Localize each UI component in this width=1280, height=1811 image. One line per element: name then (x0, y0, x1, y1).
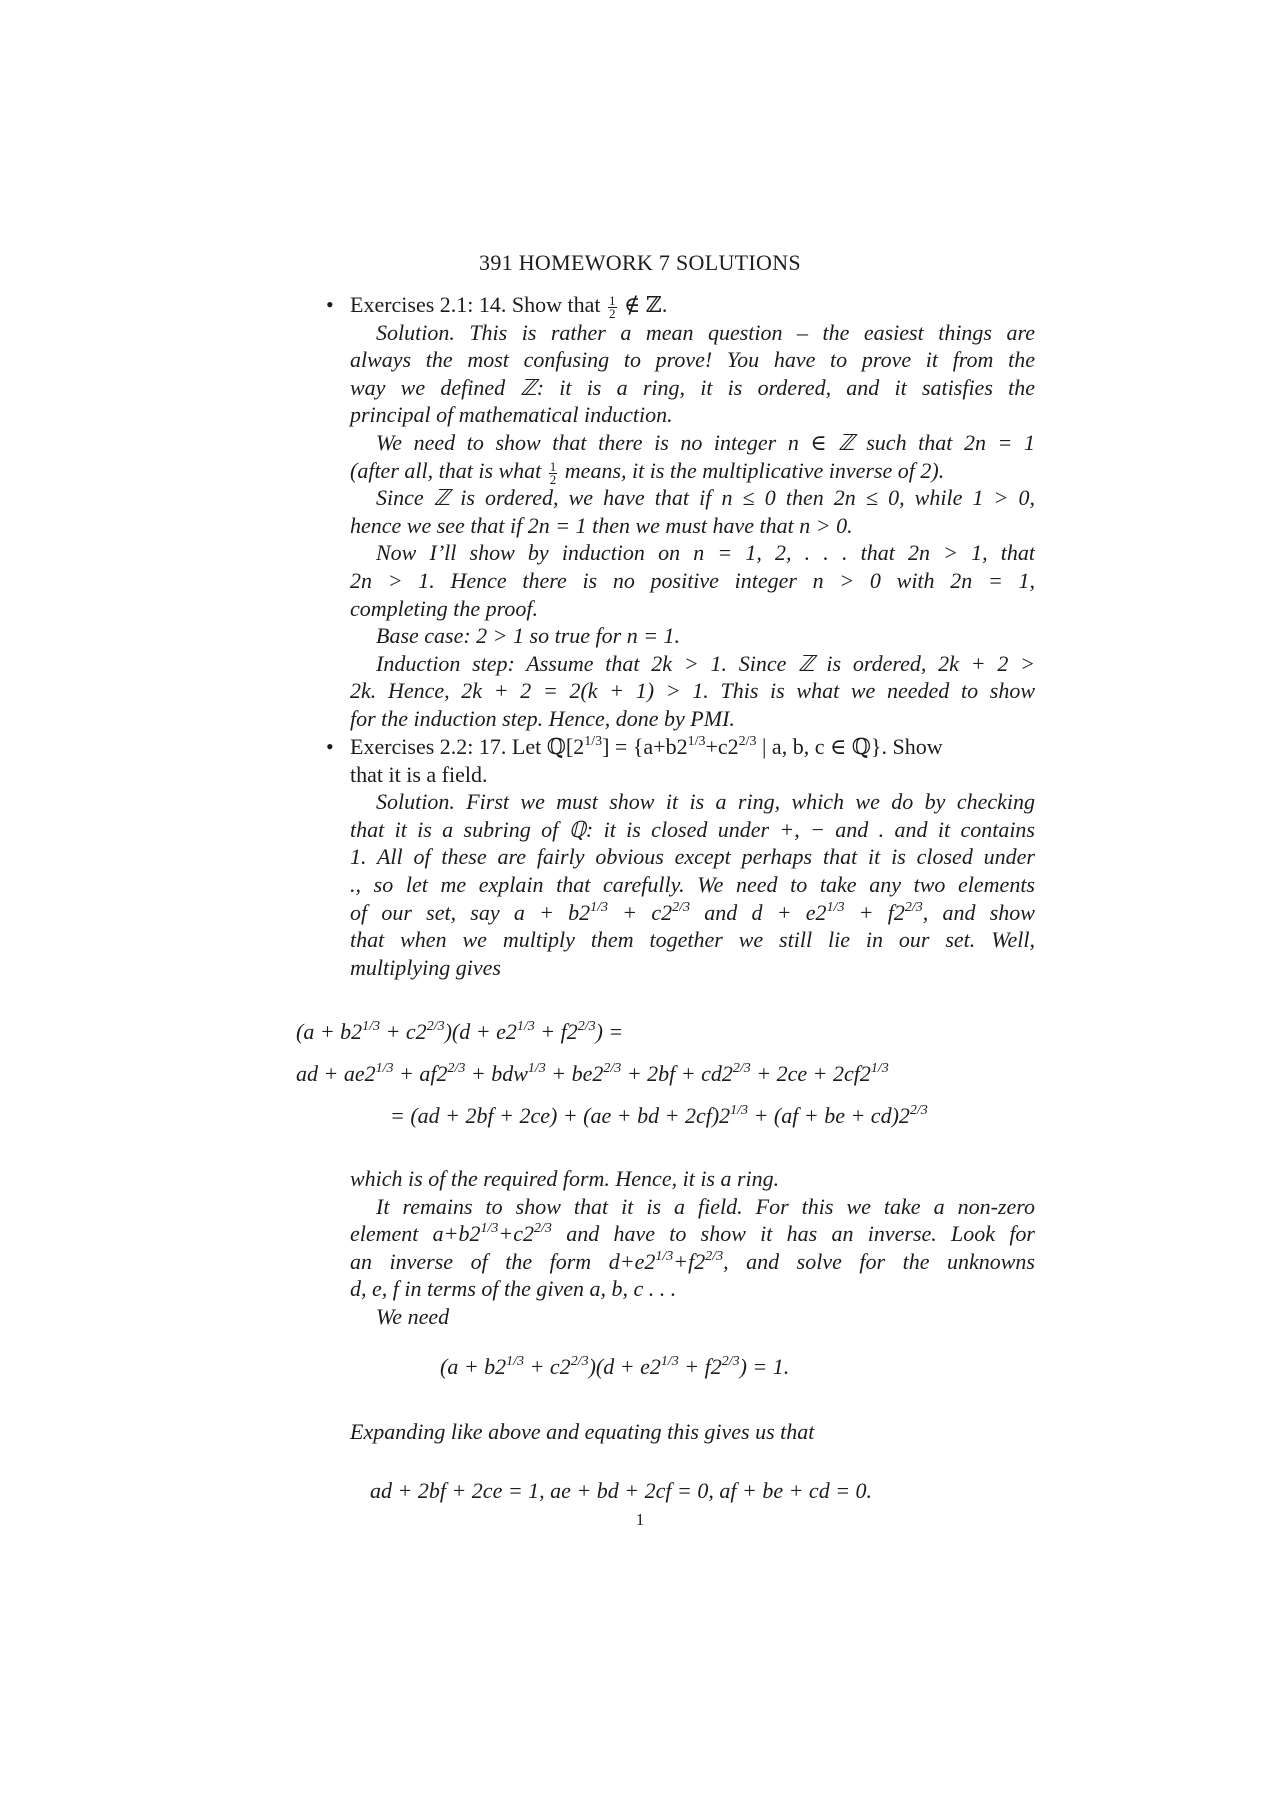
solution-line: of our set, say $a + b2^{1/3} + c2^{2/3}$ and $d + e2^{1/3} + f2^{2/3}$, and show (350, 899, 1035, 925)
solution-line: multiplying gives (350, 954, 501, 980)
solution-line: Expanding like above and equating this gives us that (350, 1419, 815, 1444)
bullet-icon: • (326, 734, 334, 759)
exercise-heading: • Exercises 2.2: 17. Let $ℚ[2^{1/3}] = \{a+b2^{1/3}+c2^{2/3}$ | a, b, c ∈ ℚ}. Show (326, 734, 943, 759)
solution-line: an inverse of the form $d+e2^{1/3}+f2^{2/3}$, and solve for the unknowns (350, 1248, 1035, 1274)
equation-system: ad + 2bf + 2ce = 1, ae + bd + 2cf = 0, af + be + cd = 0. (370, 1478, 873, 1503)
solution-line: d, e, f in terms of the given a, b, c . . . (350, 1276, 677, 1302)
solution-line: 2n > 1. Hence there is no positive integer n > 0 with 2n = 1, (350, 567, 1035, 593)
solution-line: way we defined ℤ: it is a ring, it is ordered, and it satisfies the (350, 374, 1035, 400)
solution-continued (350, 1165, 1035, 1331)
exercise-heading-cont: that it is a field. (350, 761, 488, 787)
page-title: 391 HOMEWORK 7 SOLUTIONS (479, 250, 801, 275)
equation-line: ad + $ae2^{1/3} + af2^{2/3} + bdw^{1/3} + be2^{2/3} + 2bf + cd2^{2/3} + 2ce + 2cf2^{1/3}$ (296, 1061, 889, 1086)
solution-continued-2 (350, 1418, 1035, 1446)
solution-line: that it is a subring of ℚ: it is closed under +, − and . and it contains (350, 816, 1035, 842)
exercise-heading: • Exercises 2.1: 14. Show that $\frac{1}{2}$ ∉ ℤ. (326, 292, 668, 321)
solution-line: Now I’ll show by induction on n = 1, 2, . . . that 2n > 1, that (376, 540, 1035, 566)
solution-line: We need to show that there is no integer n ∈ ℤ such that 2n = 1 (376, 429, 1035, 455)
solution-line: 2k. Hence, 2k + 2 = 2(k + 1) > 1. This is what we needed to show (350, 678, 1035, 704)
solution-line: Solution. First we must show it is a ring, which we do by checking (376, 789, 1035, 815)
fraction-one-half: $\frac{1}{2}$ (549, 458, 557, 487)
fraction-one-half: $\frac{1}{2}$ (609, 293, 616, 321)
solution-line: It remains to show that it is a field. For this we take a non-zero (376, 1193, 1035, 1219)
solution-line: which is of the required form. Hence, it is a ring. (350, 1166, 780, 1191)
solution-line: ., so let me explain that carefully. We need to take any two elements (350, 871, 1035, 897)
solution-line: Solution. This is rather a mean question – the easiest things are (376, 319, 1035, 345)
solution-line: hence we see that if 2n = 1 then we must have that n > 0. (350, 512, 853, 538)
equation-inverse: $(a + b2^{1/3} + c2^{2/3})(d + e2^{1/3} + f2^{2/3}) = 1$. (440, 1354, 790, 1379)
solution-line: element $a+b2^{1/3}+c2^{2/3}$ and have to show it has an inverse. Look for (350, 1221, 1035, 1247)
bullet-icon: • (326, 292, 334, 317)
solution-line: always the most confusing to prove! You have to prove it from the (350, 347, 1035, 373)
solution-line: completing the proof. (350, 595, 538, 621)
solution-line: for the induction step. Hence, done by PMI. (350, 705, 735, 731)
solution-line: (after all, that is what $\frac{1}{2}$ means, it is the multiplicative inverse of 2). (350, 457, 945, 487)
exercise-2-1-14 (326, 291, 1035, 733)
solution-line: Induction step: Assume that 2k > 1. Since ℤ is ordered, 2k + 2 > (376, 650, 1035, 676)
solution-line: 1. All of these are fairly obvious except perhaps that it is closed under (350, 844, 1035, 870)
equation-line: = (ad + 2bf + 2ce) + (ae + bd + $2cf)2^{1/3} + (af$ + be + $cd)2^{2/3}$ (390, 1103, 928, 1128)
solution-line: principal of mathematical induction. (350, 402, 673, 428)
solution-line: that when we multiply them together we still lie in our set. Well, (350, 927, 1035, 953)
equation-line: $(a + b2^{1/3} + c2^{2/3})(d + e2^{1/3} + f2^{2/3})$ = (296, 1019, 624, 1044)
page-number: 1 (635, 1510, 645, 1529)
solution-line: We need (376, 1303, 450, 1329)
solution-line: Since ℤ is ordered, we have that if n ≤ 0 then 2n ≤ 0, while 1 > 0, (376, 485, 1035, 511)
exercise-2-2-17 (326, 733, 1035, 981)
solution-line: Base case: 2 > 1 so true for n = 1. (376, 623, 681, 649)
